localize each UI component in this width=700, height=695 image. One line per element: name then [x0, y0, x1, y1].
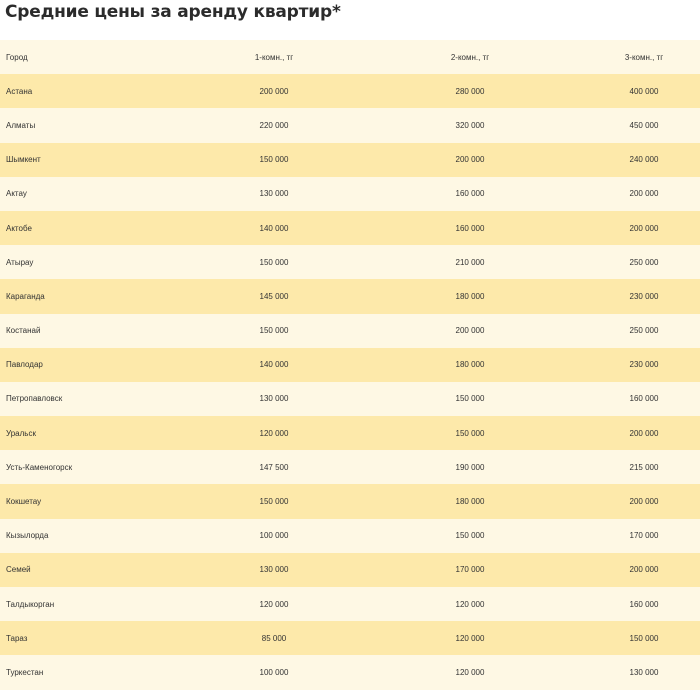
price-2room-cell: 150 000 [455, 428, 485, 438]
city-cell: Петропавловск [6, 394, 63, 404]
city-cell: Актобе [6, 223, 32, 233]
price-2room-cell: 200 000 [455, 155, 485, 165]
city-cell: Павлодар [6, 360, 43, 370]
price-1room-cell: 220 000 [259, 120, 289, 130]
city-cell: Кызылорда [6, 531, 49, 541]
price-2room-cell: 320 000 [455, 120, 485, 130]
table-row [0, 655, 700, 689]
table-row [0, 519, 700, 553]
header-2room: 2-комн., тг [450, 52, 490, 62]
price-3room-cell: 130 000 [629, 667, 659, 677]
page-title: Средние цены за аренду квартир* [5, 2, 341, 22]
header-1room: 1-комн., тг [254, 52, 294, 62]
price-3room-cell: 150 000 [629, 633, 659, 643]
price-2room-cell: 120 000 [455, 633, 485, 643]
city-cell: Алматы [6, 120, 36, 130]
price-3room-cell: 200 000 [629, 189, 659, 199]
price-3room-cell: 200 000 [629, 428, 659, 438]
city-cell: Костанай [6, 326, 41, 336]
city-cell: Туркестан [6, 667, 44, 677]
city-cell: Актау [6, 189, 27, 199]
city-cell: Шымкент [6, 155, 41, 165]
rent-price-table [0, 40, 700, 690]
price-3room-cell: 240 000 [629, 155, 659, 165]
city-cell: Караганда [6, 291, 45, 301]
price-1room-cell: 85 000 [261, 633, 287, 643]
table-row [0, 587, 700, 621]
price-3room-cell: 200 000 [629, 223, 659, 233]
price-3room-cell: 250 000 [629, 326, 659, 336]
price-1room-cell: 150 000 [259, 326, 289, 336]
price-3room-cell: 215 000 [629, 462, 659, 472]
price-2room-cell: 160 000 [455, 223, 485, 233]
price-1room-cell: 150 000 [259, 155, 289, 165]
city-cell: Тараз [6, 633, 28, 643]
table-row [0, 621, 700, 655]
city-cell: Уральск [6, 428, 36, 438]
price-1room-cell: 140 000 [259, 223, 289, 233]
price-3room-cell: 160 000 [629, 599, 659, 609]
price-2room-cell: 180 000 [455, 291, 485, 301]
price-3room-cell: 250 000 [629, 257, 659, 267]
table-row [0, 382, 700, 416]
table-row [0, 314, 700, 348]
city-cell: Усть-Каменогорск [6, 462, 73, 472]
city-cell: Кокшетау [6, 497, 42, 507]
price-1room-cell: 130 000 [259, 565, 289, 575]
table-row [0, 553, 700, 587]
table-row [0, 450, 700, 484]
price-2room-cell: 150 000 [455, 394, 485, 404]
price-2room-cell: 120 000 [455, 667, 485, 677]
price-1room-cell: 130 000 [259, 394, 289, 404]
price-3room-cell: 170 000 [629, 531, 659, 541]
price-3room-cell: 200 000 [629, 497, 659, 507]
price-2room-cell: 180 000 [455, 497, 485, 507]
header-city: Город [6, 52, 28, 62]
price-1room-cell: 150 000 [259, 497, 289, 507]
header-3room: 3-комн., тг [624, 52, 664, 62]
price-2room-cell: 170 000 [455, 565, 485, 575]
table-row [0, 245, 700, 279]
price-1room-cell: 100 000 [259, 531, 289, 541]
price-3room-cell: 230 000 [629, 360, 659, 370]
city-cell: Семей [6, 565, 31, 575]
price-1room-cell: 145 000 [259, 291, 289, 301]
price-3room-cell: 200 000 [629, 565, 659, 575]
price-2room-cell: 180 000 [455, 360, 485, 370]
price-1room-cell: 120 000 [259, 428, 289, 438]
table-row [0, 484, 700, 518]
price-2room-cell: 160 000 [455, 189, 485, 199]
price-3room-cell: 400 000 [629, 86, 659, 96]
city-cell: Астана [6, 86, 33, 96]
price-2room-cell: 190 000 [455, 462, 485, 472]
table-body [0, 74, 700, 689]
price-1room-cell: 200 000 [259, 86, 289, 96]
price-1room-cell: 147 500 [259, 462, 289, 472]
price-3room-cell: 230 000 [629, 291, 659, 301]
price-2room-cell: 200 000 [455, 326, 485, 336]
table-row [0, 211, 700, 245]
table-row [0, 348, 700, 382]
price-2room-cell: 120 000 [455, 599, 485, 609]
price-3room-cell: 160 000 [629, 394, 659, 404]
price-3room-cell: 450 000 [629, 120, 659, 130]
price-1room-cell: 150 000 [259, 257, 289, 267]
city-cell: Атырау [6, 257, 34, 267]
table-header-row [0, 40, 700, 74]
price-1room-cell: 140 000 [259, 360, 289, 370]
price-1room-cell: 130 000 [259, 189, 289, 199]
price-2room-cell: 210 000 [455, 257, 485, 267]
table-row [0, 108, 700, 142]
table-row [0, 177, 700, 211]
table-row [0, 143, 700, 177]
table-row [0, 416, 700, 450]
price-1room-cell: 100 000 [259, 667, 289, 677]
price-2room-cell: 150 000 [455, 531, 485, 541]
table-row [0, 74, 700, 108]
price-1room-cell: 120 000 [259, 599, 289, 609]
price-2room-cell: 280 000 [455, 86, 485, 96]
table-row [0, 279, 700, 313]
city-cell: Талдыкорган [6, 599, 55, 609]
